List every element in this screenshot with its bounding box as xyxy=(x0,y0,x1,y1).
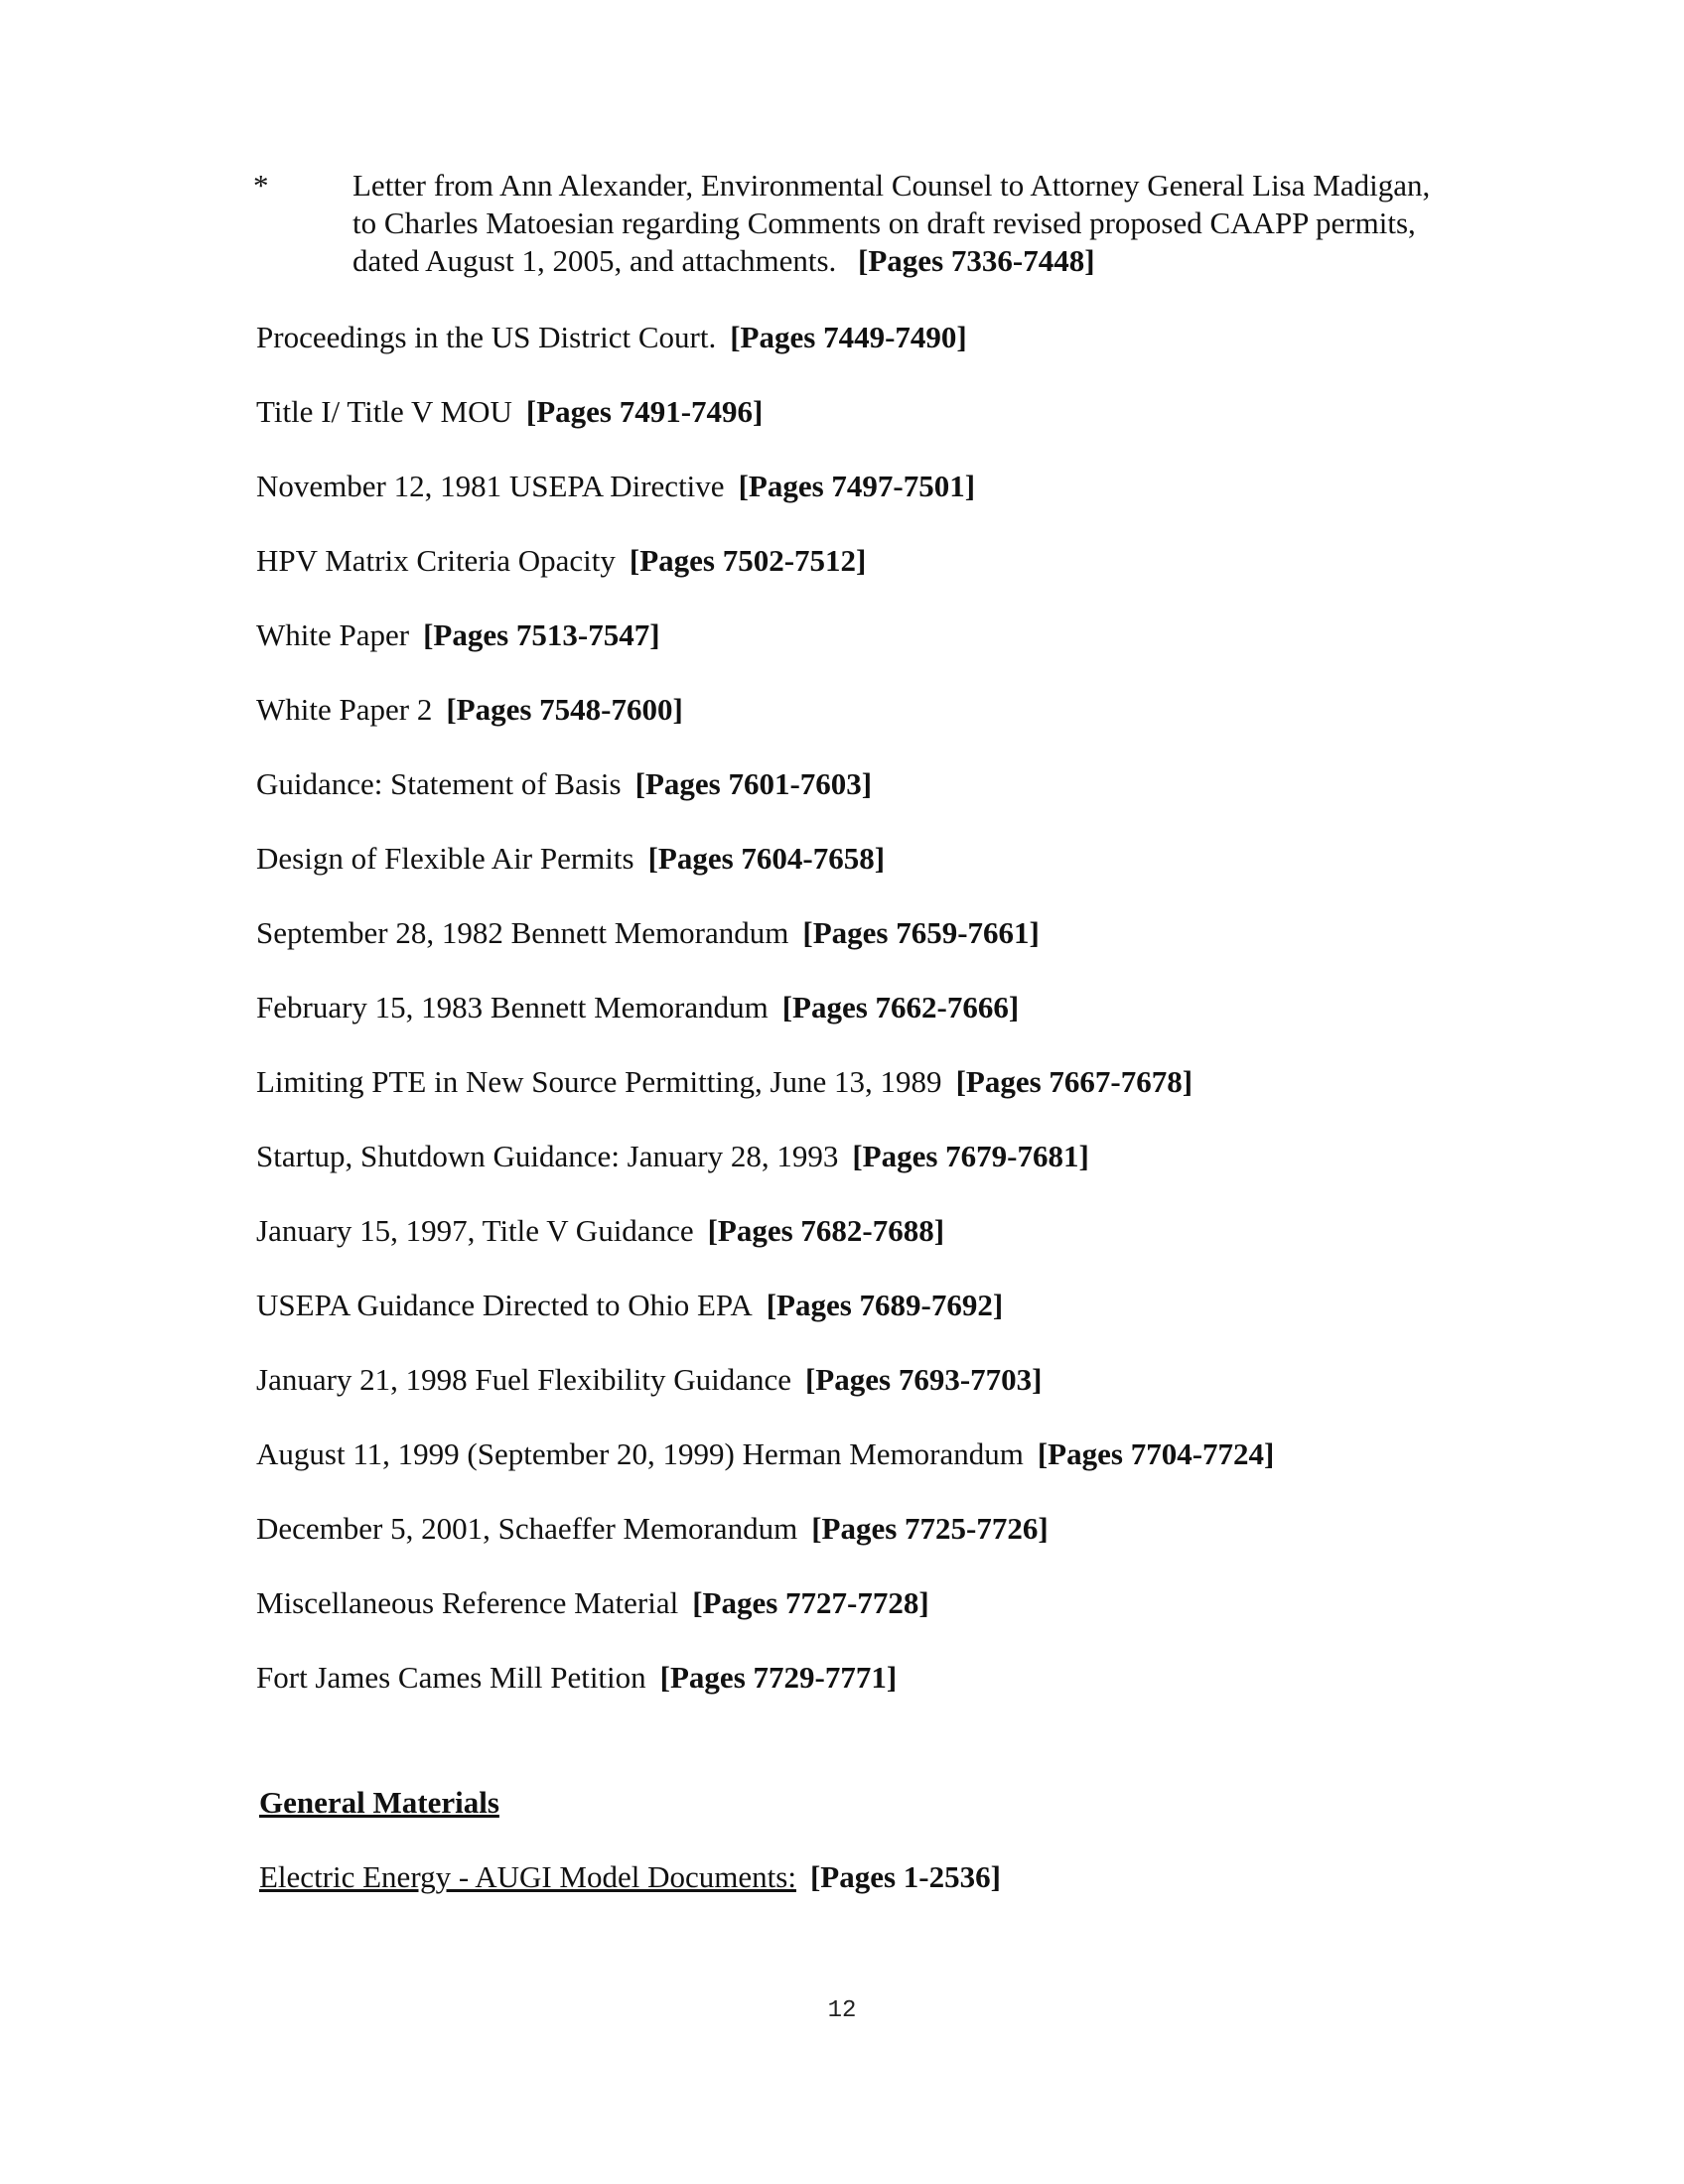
entry-title: Design of Flexible Air Permits xyxy=(256,841,634,876)
list-item xyxy=(256,1584,929,1622)
entry-title: January 15, 1997, Title V Guidance xyxy=(256,1213,694,1248)
entry-title: September 28, 1982 Bennett Memorandum xyxy=(256,915,789,950)
list-item xyxy=(256,616,660,654)
section-heading-general-materials: General Materials xyxy=(259,1785,499,1820)
list-item xyxy=(256,1435,1274,1473)
list-item xyxy=(256,319,967,356)
entry-title: Guidance: Statement of Basis xyxy=(256,766,622,801)
entry-title: Miscellaneous Reference Material xyxy=(256,1585,679,1620)
list-item xyxy=(256,468,975,505)
entry-title: USEPA Guidance Directed to Ohio EPA xyxy=(256,1288,753,1322)
list-item xyxy=(256,914,1040,952)
entry-pages: [Pages 7682-7688] xyxy=(707,1213,945,1248)
list-item xyxy=(256,691,683,729)
entry-pages: [Pages 7689-7692] xyxy=(766,1288,1004,1322)
entry-title: Startup, Shutdown Guidance: January 28, 1993 xyxy=(256,1139,839,1173)
material-title: Electric Energy - AUGI Model Documents: xyxy=(259,1859,796,1894)
entry-title: Proceedings in the US District Court. xyxy=(256,320,717,354)
entry-title: HPV Matrix Criteria Opacity xyxy=(256,543,616,578)
entry-pages: [Pages 7679-7681] xyxy=(852,1139,1089,1173)
list-item xyxy=(256,840,885,878)
entry-title: White Paper 2 xyxy=(256,692,433,727)
list-item xyxy=(256,1212,944,1250)
entry-title: August 11, 1999 (September 20, 1999) Herman Memorandum xyxy=(256,1436,1024,1471)
entry-pages: [Pages 7659-7661] xyxy=(802,915,1040,950)
entry-pages: [Pages 7449-7490] xyxy=(730,320,967,354)
list-item xyxy=(256,1659,897,1697)
intro-entry-pages: [Pages 7336-7448] xyxy=(858,243,1095,278)
entry-pages: [Pages 7601-7603] xyxy=(634,766,873,801)
list-item xyxy=(256,765,872,803)
entry-title: February 15, 1983 Bennett Memorandum xyxy=(256,990,769,1024)
entry-pages: [Pages 7729-7771] xyxy=(659,1660,898,1695)
entry-pages: [Pages 7513-7547] xyxy=(423,617,660,652)
entry-pages: [Pages 7502-7512] xyxy=(629,543,867,578)
list-item xyxy=(256,989,1019,1026)
entry-pages: [Pages 7604-7658] xyxy=(647,841,886,876)
entry-title: White Paper xyxy=(256,617,410,652)
intro-entry-title: Letter from Ann Alexander, Environmental Counsel to Attorney General Lisa Madigan, to Charles Matoesian regarding Comments on draft revised proposed CAAPP permits, dated August 1, 2005, and attachments. xyxy=(352,168,1431,278)
entry-title: December 5, 2001, Schaeffer Memorandum xyxy=(256,1511,798,1546)
entry-title: November 12, 1981 USEPA Directive xyxy=(256,469,725,503)
list-item xyxy=(256,393,763,431)
list-item xyxy=(256,1361,1042,1399)
page-number: 12 xyxy=(827,1997,857,2024)
list-item xyxy=(256,1287,1003,1324)
entry-title: Limiting PTE in New Source Permitting, June 13, 1989 xyxy=(256,1064,942,1099)
general-material-item xyxy=(259,1858,1001,1896)
entry-pages: [Pages 7497-7501] xyxy=(738,469,976,503)
entry-title: Title I/ Title V MOU xyxy=(256,394,512,429)
entry-pages: [Pages 7662-7666] xyxy=(781,990,1020,1024)
entry-pages: [Pages 7548-7600] xyxy=(446,692,683,727)
entry-pages: [Pages 7491-7496] xyxy=(525,394,764,429)
list-item xyxy=(256,1510,1049,1548)
entry-pages: [Pages 7725-7726] xyxy=(811,1511,1049,1546)
list-item xyxy=(256,1063,1193,1101)
list-item xyxy=(256,542,866,580)
entry-pages: [Pages 7727-7728] xyxy=(692,1585,929,1620)
list-item xyxy=(256,1138,1089,1175)
bullet-marker: * xyxy=(253,168,269,203)
entry-title: January 21, 1998 Fuel Flexibility Guidance xyxy=(256,1362,791,1397)
entry-pages: [Pages 7667-7678] xyxy=(955,1064,1193,1099)
entry-title: Fort James Cames Mill Petition xyxy=(256,1660,646,1695)
entry-pages: [Pages 7693-7703] xyxy=(804,1362,1043,1397)
intro-entry-text xyxy=(352,167,1445,280)
material-pages: [Pages 1-2536] xyxy=(809,1859,1001,1894)
entry-pages: [Pages 7704-7724] xyxy=(1037,1436,1275,1471)
